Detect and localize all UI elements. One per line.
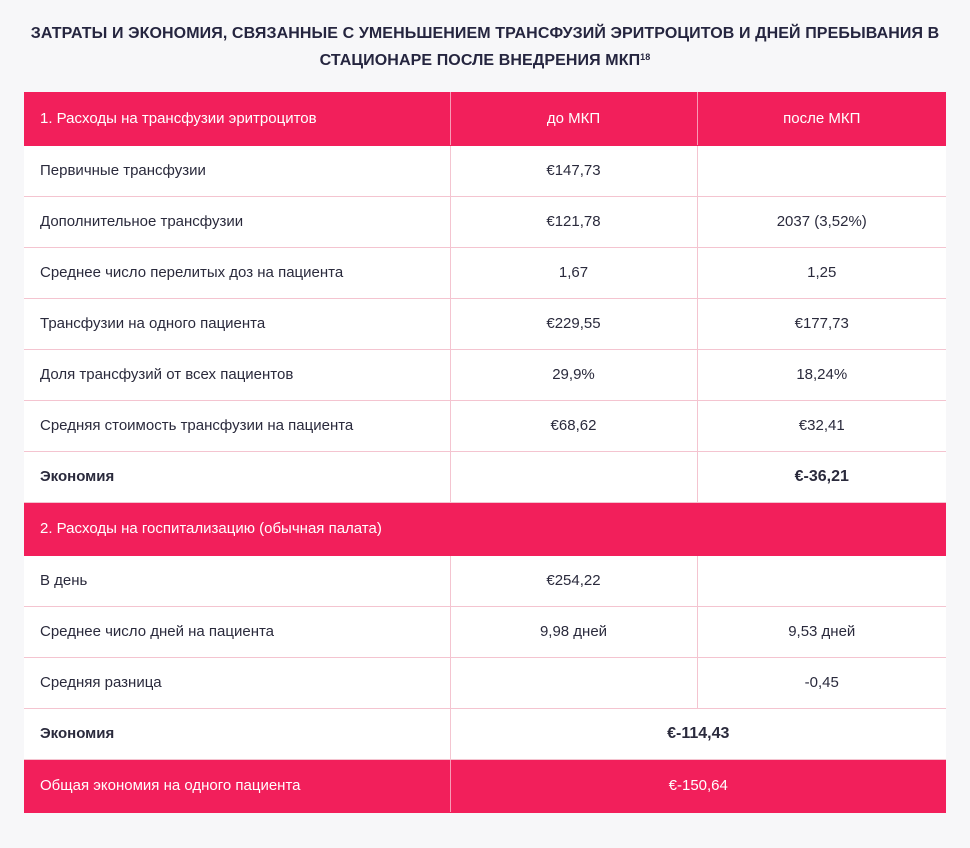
hospital-savings-row: [24, 708, 946, 759]
page-title: [24, 20, 946, 74]
row-after: 9,53 дней: [697, 606, 946, 657]
table-header-row: [24, 92, 946, 145]
row-after: -0,45: [697, 657, 946, 708]
savings-label: Экономия: [24, 708, 450, 759]
header-before: до МКП: [450, 92, 697, 145]
header-section-label: 1. Расходы на трансфузии эритроцитов: [24, 92, 450, 145]
page-title-text: ЗАТРАТЫ И ЭКОНОМИЯ, СВЯЗАННЫЕ С УМЕНЬШЕНИЕМ ТРАНСФУЗИЙ ЭРИТРОЦИТОВ И ДНЕЙ ПРЕБЫВАНИЯ В СТАЦИОНАРЕ ПОСЛЕ ВНЕДРЕНИЯ МКП: [30, 25, 940, 69]
total-row: [24, 759, 946, 812]
cost-table: [24, 92, 946, 813]
table-row: [24, 349, 946, 400]
row-before: €254,22: [450, 555, 697, 606]
row-label: Доля трансфузий от всех пациентов: [24, 349, 450, 400]
row-label: Первичные трансфузии: [24, 145, 450, 196]
section-header-row: [24, 502, 946, 555]
row-before: €229,55: [450, 298, 697, 349]
section-header-label: 2. Расходы на госпитализацию (обычная палата): [24, 502, 946, 555]
row-before: 29,9%: [450, 349, 697, 400]
row-after: 1,25: [697, 247, 946, 298]
row-before: €68,62: [450, 400, 697, 451]
savings-before: [450, 451, 697, 502]
transfusion-savings-row: [24, 451, 946, 502]
table-row: [24, 196, 946, 247]
row-after: 2037 (3,52%): [697, 196, 946, 247]
row-label: Трансфузии на одного пациента: [24, 298, 450, 349]
table-row: [24, 247, 946, 298]
row-before: 1,67: [450, 247, 697, 298]
row-label: Дополнительное трансфузии: [24, 196, 450, 247]
savings-label: Экономия: [24, 451, 450, 502]
header-after: после МКП: [697, 92, 946, 145]
table-row: [24, 606, 946, 657]
row-after: [697, 555, 946, 606]
row-before: €121,78: [450, 196, 697, 247]
footnote-ref: 18: [640, 52, 651, 62]
row-label: Среднее число перелитых доз на пациента: [24, 247, 450, 298]
row-after: 18,24%: [697, 349, 946, 400]
row-after: €177,73: [697, 298, 946, 349]
row-after: €32,41: [697, 400, 946, 451]
row-before: €147,73: [450, 145, 697, 196]
table-row: [24, 298, 946, 349]
table-row: [24, 145, 946, 196]
row-label: В день: [24, 555, 450, 606]
row-label: Средняя разница: [24, 657, 450, 708]
table-row: [24, 400, 946, 451]
row-after: [697, 145, 946, 196]
savings-value: €-114,43: [450, 708, 946, 759]
row-before: [450, 657, 697, 708]
row-label: Средняя стоимость трансфузии на пациента: [24, 400, 450, 451]
total-value: €-150,64: [450, 759, 946, 812]
total-label: Общая экономия на одного пациента: [24, 759, 450, 812]
row-before: 9,98 дней: [450, 606, 697, 657]
table-row: [24, 555, 946, 606]
savings-after: €-36,21: [697, 451, 946, 502]
row-label: Среднее число дней на пациента: [24, 606, 450, 657]
table-row: [24, 657, 946, 708]
